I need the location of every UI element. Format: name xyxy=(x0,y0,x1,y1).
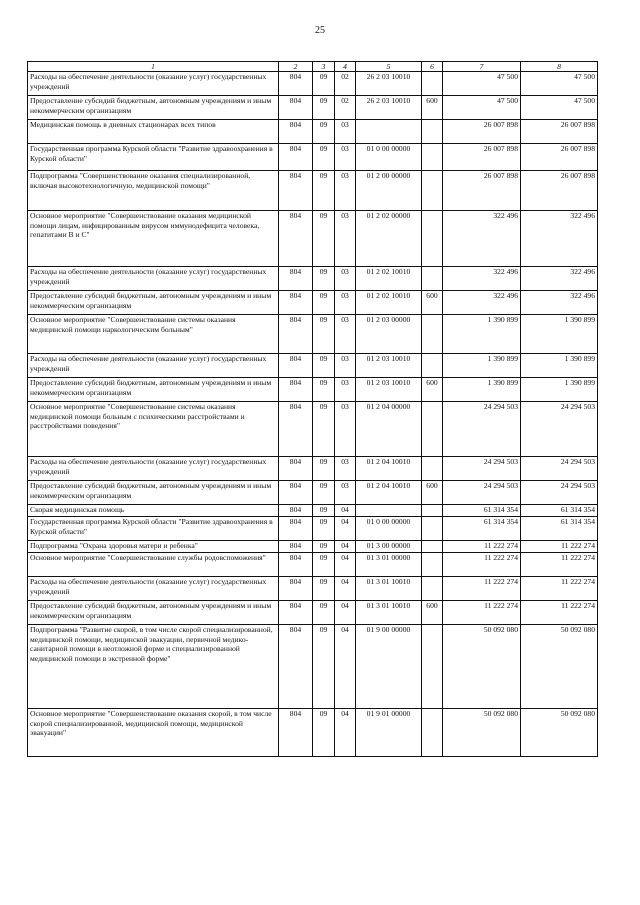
item-name: Государственная программа Курской области "Развитие здравоохранения в Курской области" xyxy=(28,517,279,541)
section-code: 09 xyxy=(313,120,335,144)
table-row xyxy=(28,144,598,171)
amount-2020: 24 294 503 xyxy=(521,481,598,505)
target-article-code xyxy=(356,120,422,144)
amount-2019: 26 007 898 xyxy=(443,171,521,211)
amount-2019: 1 390 899 xyxy=(443,354,521,378)
amount-2020: 11 222 274 xyxy=(521,601,598,625)
section-code: 09 xyxy=(313,553,335,577)
subsection-code: 03 xyxy=(335,378,356,402)
subsection-code: 04 xyxy=(335,601,356,625)
ministry-code: 804 xyxy=(279,481,313,505)
amount-2020: 26 007 898 xyxy=(521,171,598,211)
subsection-code: 03 xyxy=(335,481,356,505)
expense-type-code xyxy=(422,541,443,553)
amount-2020: 322 496 xyxy=(521,291,598,315)
amount-2019: 26 007 898 xyxy=(443,144,521,171)
expense-type-code xyxy=(422,144,443,171)
expense-type-code: 600 xyxy=(422,378,443,402)
subsection-code: 04 xyxy=(335,553,356,577)
budget-table-body xyxy=(28,72,598,757)
subsection-code: 04 xyxy=(335,505,356,517)
amount-2019: 1 390 899 xyxy=(443,378,521,402)
subsection-code: 03 xyxy=(335,354,356,378)
amount-2019: 61 314 354 xyxy=(443,517,521,541)
amount-2020: 24 294 503 xyxy=(521,457,598,481)
expense-type-code xyxy=(422,211,443,267)
ministry-code: 804 xyxy=(279,315,313,354)
subsection-code: 03 xyxy=(335,267,356,291)
subsection-code: 03 xyxy=(335,144,356,171)
amount-2019: 322 496 xyxy=(443,267,521,291)
item-name: Подпрограмма "Охрана здоровья матери и ребенка" xyxy=(28,541,279,553)
amount-2020: 11 222 274 xyxy=(521,553,598,577)
section-code: 09 xyxy=(313,144,335,171)
item-name: Основное мероприятие "Совершенствование службы родовспоможения" xyxy=(28,553,279,577)
target-article-code: 01 9 01 00000 xyxy=(356,709,422,757)
amount-2019: 47 500 xyxy=(443,72,521,96)
expense-type-code xyxy=(422,457,443,481)
amount-2020: 1 390 899 xyxy=(521,315,598,354)
amount-2019: 24 294 503 xyxy=(443,457,521,481)
ministry-code: 804 xyxy=(279,577,313,601)
item-name: Медицинская помощь в дневных стационарах всех типов xyxy=(28,120,279,144)
ministry-code: 804 xyxy=(279,553,313,577)
item-name: Государственная программа Курской области "Развитие здравоохранения в Курской области" xyxy=(28,144,279,171)
target-article-code: 01 2 04 00000 xyxy=(356,402,422,457)
expense-type-code: 600 xyxy=(422,481,443,505)
amount-2019: 11 222 274 xyxy=(443,601,521,625)
amount-2020: 11 222 274 xyxy=(521,577,598,601)
table-row xyxy=(28,171,598,211)
ministry-code: 804 xyxy=(279,402,313,457)
subsection-code: 03 xyxy=(335,211,356,267)
table-row xyxy=(28,211,598,267)
ministry-code: 804 xyxy=(279,541,313,553)
table-row xyxy=(28,267,598,291)
expense-type-code xyxy=(422,72,443,96)
amount-2019: 24 294 503 xyxy=(443,402,521,457)
item-name: Расходы на обеспечение деятельности (оказание услуг) государственных учреждений xyxy=(28,72,279,96)
subsection-code: 04 xyxy=(335,541,356,553)
item-name: Основное мероприятие "Совершенствование оказания скорой, в том числе скорой специализированной, медицинской помощи, медицинской эвакуации" xyxy=(28,709,279,757)
section-code: 09 xyxy=(313,315,335,354)
expense-type-code xyxy=(422,625,443,709)
table-row xyxy=(28,541,598,553)
subsection-code: 03 xyxy=(335,315,356,354)
amount-2019: 11 222 274 xyxy=(443,577,521,601)
item-name: Предоставление субсидий бюджетным, автономным учреждениям и иным некоммерческим организациям xyxy=(28,481,279,505)
item-name: Предоставление субсидий бюджетным, автономным учреждениям и иным некоммерческим организациям xyxy=(28,291,279,315)
section-code: 09 xyxy=(313,72,335,96)
amount-2020: 1 390 899 xyxy=(521,378,598,402)
target-article-code: 01 3 01 10010 xyxy=(356,601,422,625)
ministry-code: 804 xyxy=(279,144,313,171)
section-code: 09 xyxy=(313,517,335,541)
table-row xyxy=(28,505,598,517)
amount-2019: 11 222 274 xyxy=(443,553,521,577)
item-name: Расходы на обеспечение деятельности (оказание услуг) государственных учреждений xyxy=(28,354,279,378)
amount-2019: 322 496 xyxy=(443,211,521,267)
expense-type-code xyxy=(422,171,443,211)
ministry-code: 804 xyxy=(279,171,313,211)
target-article-code: 01 9 00 00000 xyxy=(356,625,422,709)
ministry-code: 804 xyxy=(279,505,313,517)
subsection-code: 02 xyxy=(335,96,356,120)
item-name: Подпрограмма "Совершенствование оказания специализированной, включая высокотехнологичную, медицинской помощи" xyxy=(28,171,279,211)
ministry-code: 804 xyxy=(279,267,313,291)
expense-type-code xyxy=(422,315,443,354)
section-code: 09 xyxy=(313,505,335,517)
table-row xyxy=(28,577,598,601)
target-article-code: 01 2 03 10010 xyxy=(356,354,422,378)
target-article-code: 01 2 04 10010 xyxy=(356,457,422,481)
section-code: 09 xyxy=(313,601,335,625)
amount-2020: 1 390 899 xyxy=(521,354,598,378)
expense-type-code xyxy=(422,709,443,757)
section-code: 09 xyxy=(313,625,335,709)
amount-2019: 11 222 274 xyxy=(443,541,521,553)
ministry-code: 804 xyxy=(279,601,313,625)
column-header: 6 xyxy=(422,62,443,72)
section-code: 09 xyxy=(313,481,335,505)
section-code: 09 xyxy=(313,402,335,457)
ministry-code: 804 xyxy=(279,96,313,120)
amount-2019: 61 314 354 xyxy=(443,505,521,517)
target-article-code: 26 2 03 10010 xyxy=(356,72,422,96)
target-article-code xyxy=(356,505,422,517)
table-row xyxy=(28,96,598,120)
amount-2020: 50 092 080 xyxy=(521,709,598,757)
ministry-code: 804 xyxy=(279,211,313,267)
column-header: 8 xyxy=(521,62,598,72)
page-number: 25 xyxy=(315,25,325,36)
subsection-code: 03 xyxy=(335,402,356,457)
subsection-code: 02 xyxy=(335,72,356,96)
target-article-code: 01 3 00 00000 xyxy=(356,541,422,553)
expense-type-code: 600 xyxy=(422,291,443,315)
item-name: Предоставление субсидий бюджетным, автономным учреждениям и иным некоммерческим организациям xyxy=(28,601,279,625)
target-article-code: 01 2 03 10010 xyxy=(356,378,422,402)
column-header: 3 xyxy=(313,62,335,72)
item-name: Предоставление субсидий бюджетным, автономным учреждениям и иным некоммерческим организациям xyxy=(28,378,279,402)
item-name: Расходы на обеспечение деятельности (оказание услуг) государственных учреждений xyxy=(28,457,279,481)
section-code: 09 xyxy=(313,457,335,481)
target-article-code: 01 2 00 00000 xyxy=(356,171,422,211)
expense-type-code: 600 xyxy=(422,96,443,120)
target-article-code: 26 2 03 10010 xyxy=(356,96,422,120)
subsection-code: 03 xyxy=(335,171,356,211)
subsection-code: 03 xyxy=(335,120,356,144)
section-code: 09 xyxy=(313,709,335,757)
section-code: 09 xyxy=(313,211,335,267)
table-row xyxy=(28,517,598,541)
ministry-code: 804 xyxy=(279,457,313,481)
section-code: 09 xyxy=(313,96,335,120)
expense-type-code xyxy=(422,120,443,144)
target-article-code: 01 2 02 10010 xyxy=(356,291,422,315)
amount-2020: 322 496 xyxy=(521,267,598,291)
table-row xyxy=(28,709,598,757)
target-article-code: 01 0 00 00000 xyxy=(356,144,422,171)
ministry-code: 804 xyxy=(279,120,313,144)
amount-2020: 50 092 080 xyxy=(521,625,598,709)
column-header: 7 xyxy=(443,62,521,72)
section-code: 09 xyxy=(313,291,335,315)
amount-2020: 26 007 898 xyxy=(521,120,598,144)
subsection-code: 03 xyxy=(335,457,356,481)
table-row xyxy=(28,457,598,481)
table-row xyxy=(28,120,598,144)
column-header: 2 xyxy=(279,62,313,72)
ministry-code: 804 xyxy=(279,291,313,315)
target-article-code: 01 2 02 10010 xyxy=(356,267,422,291)
amount-2020: 47 500 xyxy=(521,96,598,120)
amount-2020: 322 496 xyxy=(521,211,598,267)
item-name: Предоставление субсидий бюджетным, автономным учреждениям и иным некоммерческим организациям xyxy=(28,96,279,120)
amount-2019: 47 500 xyxy=(443,96,521,120)
table-row xyxy=(28,378,598,402)
table-row xyxy=(28,553,598,577)
column-header: 1 xyxy=(28,62,279,72)
item-name: Основное мероприятие "Совершенствование системы оказания медицинской помощи наркологическим больным" xyxy=(28,315,279,354)
subsection-code: 03 xyxy=(335,291,356,315)
column-number-row xyxy=(28,62,598,72)
target-article-code: 01 2 03 00000 xyxy=(356,315,422,354)
section-code: 09 xyxy=(313,354,335,378)
target-article-code: 01 2 02 00000 xyxy=(356,211,422,267)
amount-2019: 26 007 898 xyxy=(443,120,521,144)
budget-table xyxy=(27,61,598,757)
amount-2019: 50 092 080 xyxy=(443,709,521,757)
ministry-code: 804 xyxy=(279,517,313,541)
amount-2020: 61 314 354 xyxy=(521,517,598,541)
amount-2019: 322 496 xyxy=(443,291,521,315)
amount-2020: 11 222 274 xyxy=(521,541,598,553)
amount-2020: 47 500 xyxy=(521,72,598,96)
item-name: Подпрограмма "Развитие скорой, в том числе скорой специализированной, медицинской помощи, медицинской эвакуации, первичной медико-санитарной помощи в неотложной форме и специализированной медицинской помощи в экстренной форме" xyxy=(28,625,279,709)
expense-type-code xyxy=(422,505,443,517)
ministry-code: 804 xyxy=(279,72,313,96)
expense-type-code: 600 xyxy=(422,601,443,625)
section-code: 09 xyxy=(313,577,335,601)
amount-2020: 26 007 898 xyxy=(521,144,598,171)
subsection-code: 04 xyxy=(335,577,356,601)
amount-2020: 24 294 503 xyxy=(521,402,598,457)
table-row xyxy=(28,354,598,378)
table-row xyxy=(28,625,598,709)
subsection-code: 04 xyxy=(335,625,356,709)
expense-type-code xyxy=(422,517,443,541)
expense-type-code xyxy=(422,402,443,457)
item-name: Расходы на обеспечение деятельности (оказание услуг) государственных учреждений xyxy=(28,577,279,601)
target-article-code: 01 3 01 10010 xyxy=(356,577,422,601)
column-header: 4 xyxy=(335,62,356,72)
column-header: 5 xyxy=(356,62,422,72)
target-article-code: 01 3 01 00000 xyxy=(356,553,422,577)
section-code: 09 xyxy=(313,541,335,553)
table-row xyxy=(28,402,598,457)
amount-2019: 50 092 080 xyxy=(443,625,521,709)
amount-2020: 61 314 354 xyxy=(521,505,598,517)
item-name: Основное мероприятие "Совершенствование оказания медицинской помощи лицам, инфицированным вирусом иммунодефицита человека, гепатитами B и C" xyxy=(28,211,279,267)
ministry-code: 804 xyxy=(279,378,313,402)
item-name: Скорая медицинская помощь xyxy=(28,505,279,517)
subsection-code: 04 xyxy=(335,517,356,541)
table-row xyxy=(28,481,598,505)
target-article-code: 01 0 00 00000 xyxy=(356,517,422,541)
section-code: 09 xyxy=(313,267,335,291)
item-name: Основное мероприятие "Совершенствование системы оказания медицинской помощи больным с психическими расстройствами и расстройствами поведения" xyxy=(28,402,279,457)
expense-type-code xyxy=(422,267,443,291)
expense-type-code xyxy=(422,354,443,378)
item-name: Расходы на обеспечение деятельности (оказание услуг) государственных учреждений xyxy=(28,267,279,291)
subsection-code: 04 xyxy=(335,709,356,757)
table-row xyxy=(28,601,598,625)
table-row xyxy=(28,72,598,96)
expense-type-code xyxy=(422,553,443,577)
expense-type-code xyxy=(422,577,443,601)
ministry-code: 804 xyxy=(279,625,313,709)
table-row xyxy=(28,315,598,354)
section-code: 09 xyxy=(313,378,335,402)
amount-2019: 1 390 899 xyxy=(443,315,521,354)
ministry-code: 804 xyxy=(279,354,313,378)
section-code: 09 xyxy=(313,171,335,211)
ministry-code: 804 xyxy=(279,709,313,757)
amount-2019: 24 294 503 xyxy=(443,481,521,505)
target-article-code: 01 2 04 10010 xyxy=(356,481,422,505)
table-row xyxy=(28,291,598,315)
